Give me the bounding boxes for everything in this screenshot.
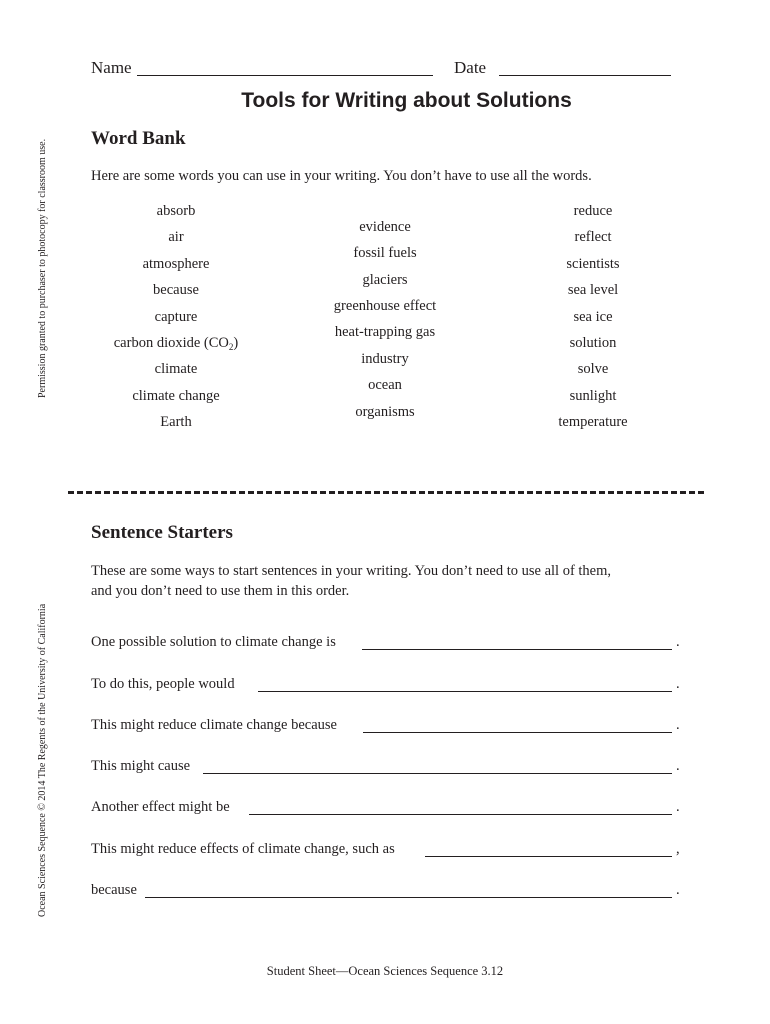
word-item: industry: [361, 351, 409, 367]
word-item: sea ice: [573, 309, 613, 325]
date-field[interactable]: [499, 75, 671, 76]
word-item: sea level: [567, 282, 619, 298]
answer-blank[interactable]: [145, 897, 672, 898]
word-item: organisms: [355, 404, 415, 420]
word-item: fossil fuels: [353, 245, 417, 261]
answer-blank[interactable]: [258, 691, 672, 692]
cut-line-divider: [68, 491, 704, 494]
word-item: sunlight: [569, 388, 617, 404]
page-footer: Student Sheet—Ocean Sciences Sequence 3.12: [266, 964, 504, 978]
word-item-co2: [114, 335, 239, 352]
sentence-starters-intro: [91, 561, 691, 601]
sentence-starters-heading: Sentence Starters: [91, 522, 233, 543]
word-item: because: [153, 282, 199, 298]
word-bank-intro: Here are some words you can use in your writing. You don’t have to use all the words.: [91, 168, 592, 184]
date-label: Date: [454, 58, 487, 77]
starter-end: .: [676, 634, 680, 650]
permission-note: Permission granted to purchaser to photocopy for classroom use.: [37, 138, 48, 398]
answer-blank[interactable]: [203, 773, 672, 774]
starter-text: To do this, people would: [91, 676, 235, 692]
starter-end: ,: [676, 841, 680, 857]
word-item: climate change: [132, 388, 220, 404]
co2-subscript: 2: [228, 342, 234, 352]
word-item: scientists: [566, 256, 620, 272]
word-item: heat-trapping gas: [334, 324, 436, 340]
word-bank-heading: Word Bank: [91, 128, 186, 149]
word-item: evidence: [359, 219, 411, 235]
starter-text: This might cause: [91, 758, 191, 774]
co2-close: ): [233, 335, 239, 351]
word-item: glaciers: [362, 272, 408, 288]
co2-text: carbon dioxide (CO: [113, 335, 229, 351]
word-item: temperature: [558, 414, 628, 430]
starter-text: because: [91, 882, 137, 898]
starter-end: .: [676, 882, 680, 898]
word-item: absorb: [156, 203, 196, 219]
word-item: ocean: [368, 377, 402, 393]
starter-text: This might reduce effects of climate change, such as: [91, 841, 395, 857]
word-item: climate: [154, 361, 198, 377]
copyright-note: Ocean Sciences Sequence © 2014 The Regents of the University of California: [37, 603, 48, 917]
answer-blank[interactable]: [362, 649, 672, 650]
word-item: capture: [154, 309, 198, 325]
intro-line-1: These are some ways to start sentences in your writing. You don’t need to use all of them,: [91, 563, 612, 579]
word-item: atmosphere: [142, 256, 210, 272]
starter-text: One possible solution to climate change is: [91, 634, 336, 650]
answer-blank[interactable]: [425, 856, 672, 857]
answer-blank[interactable]: [249, 814, 672, 815]
word-item: solve: [577, 361, 609, 377]
starter-end: .: [676, 799, 680, 815]
word-item: greenhouse effect: [333, 298, 437, 314]
name-label: Name: [91, 58, 132, 77]
intro-line-2: and you don’t need to use them in this order.: [91, 583, 350, 599]
word-item: Earth: [160, 414, 192, 430]
word-item: reflect: [574, 229, 612, 245]
starter-text: This might reduce climate change because: [91, 717, 337, 733]
word-item: air: [168, 229, 184, 245]
starter-end: .: [676, 717, 680, 733]
starter-end: .: [676, 676, 680, 692]
page-title: Tools for Writing about Solutions: [241, 89, 572, 112]
name-field[interactable]: [137, 75, 433, 76]
answer-blank[interactable]: [363, 732, 672, 733]
starter-text: Another effect might be: [91, 799, 230, 815]
word-item: reduce: [573, 203, 613, 219]
starter-end: .: [676, 758, 680, 774]
word-item: solution: [569, 335, 617, 351]
